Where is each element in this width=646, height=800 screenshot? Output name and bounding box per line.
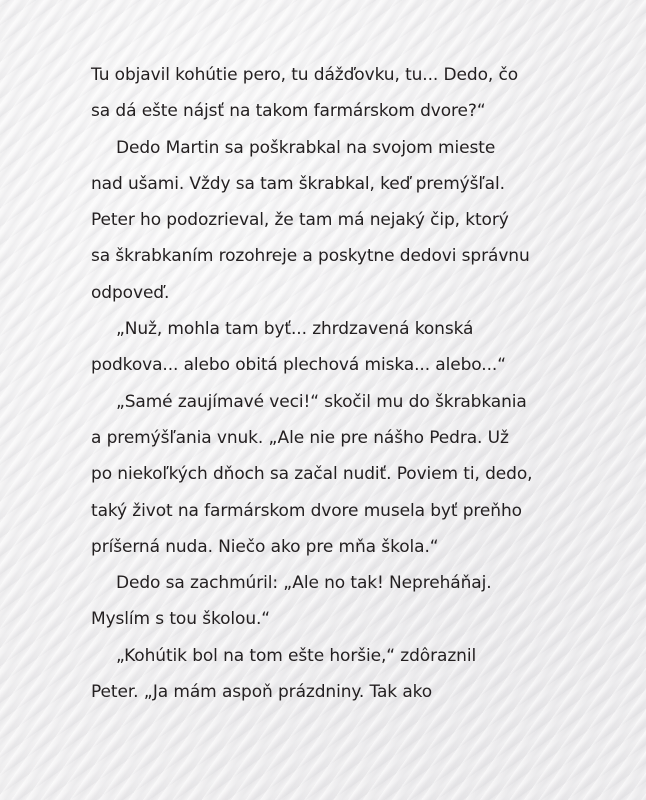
text-line: nad ušami. Vždy sa tam škrabkal, keď premýšľal. (91, 173, 505, 194)
text-line: Dedo sa zachmúril: „Ale no tak! Nepreháňaj. (116, 573, 492, 594)
text-line: „Samé zaujímavé veci!“ skočil mu do škrabkania (116, 391, 527, 412)
text-line: po niekoľkých dňoch sa začal nudiť. Poviem ti, dedo, (91, 464, 533, 485)
text-line: taký život na farmárskom dvore musela byť preňho (91, 500, 522, 521)
text-line: Myslím s tou školou.“ (91, 609, 271, 630)
text-line: Tu objavil kohútie pero, tu dážďovku, tu... Dedo, čo (91, 65, 519, 85)
text-line: Dedo Martin sa poškrabkal na svojom mieste (116, 137, 496, 158)
text-line: podkova... alebo obitá plechová miska... alebo...“ (91, 355, 506, 376)
text-line: „Kohútik bol na tom ešte horšie,“ zdôraznil (116, 645, 477, 666)
text-line: a premýšľania vnuk. „Ale nie pre nášho Pedra. Už (91, 427, 509, 448)
text-line: Peter. „Ja mám aspoň prázdniny. Tak ako (91, 682, 433, 703)
text-line: sa dá ešte nájsť na takom farmárskom dvore?“ (91, 101, 486, 122)
text-line: odpoveď. (91, 282, 170, 303)
text-line: „Nuž, mohla tam byť... zhrdzavená konská (116, 319, 474, 340)
text-line: Peter ho podozrieval, že tam má nejaký čip, ktorý (91, 210, 509, 231)
story-text (91, 57, 561, 710)
text-line: príšerná nuda. Niečo ako pre mňa škola.“ (91, 536, 439, 557)
text-line: sa škrabkaním rozohreje a poskytne dedovi správnu (91, 246, 530, 267)
